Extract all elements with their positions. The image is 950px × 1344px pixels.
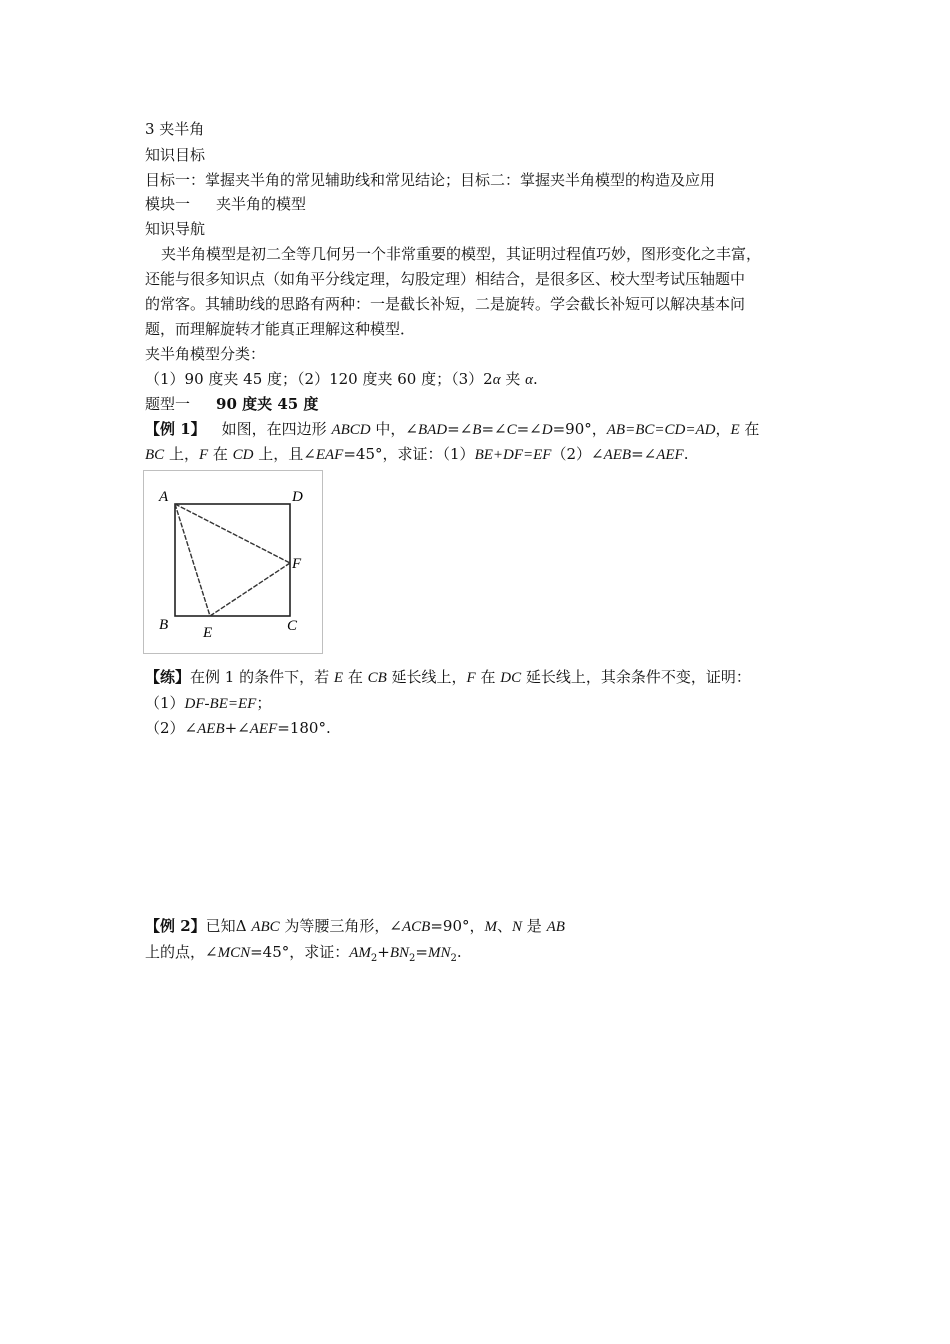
ex1-eq: AB=BC=CD=AD bbox=[606, 422, 716, 438]
square-diagram bbox=[144, 471, 324, 655]
class-item-3-mid: 夹 bbox=[500, 370, 526, 388]
ex2-text-d: 、 bbox=[497, 917, 513, 935]
ex1-aeb: AEB bbox=[603, 447, 632, 463]
pr-i2-mid: +∠ bbox=[224, 719, 250, 737]
class-item-1: （1）90 度夹 45 度； bbox=[145, 370, 298, 388]
ex1-abcd: ABCD bbox=[331, 422, 371, 438]
ex1-text-a: 如图，在四边形 bbox=[221, 420, 332, 438]
ex1-text-h: 在 bbox=[739, 420, 760, 438]
triangle-symbol: Δ bbox=[235, 917, 247, 935]
pr-i2-aef: AEF bbox=[249, 721, 278, 737]
pr-i2-prefix: （2）∠ bbox=[145, 719, 198, 737]
module-heading bbox=[145, 194, 306, 214]
pr-text-e: 延长线上，其余条件不变，证明： bbox=[521, 668, 751, 686]
ex2-exp-3: 2 bbox=[450, 953, 457, 964]
ex1-text-d: =∠ bbox=[481, 420, 507, 438]
ex2-n: N bbox=[512, 919, 523, 935]
practice-item-1 bbox=[145, 693, 271, 714]
example2-line-2 bbox=[145, 942, 462, 969]
ex1-f: F bbox=[198, 447, 209, 463]
ex1-l2-b: 在 bbox=[208, 445, 233, 463]
pr-e: E bbox=[333, 670, 344, 686]
pr-dc: DC bbox=[500, 670, 522, 686]
pr-cb: CB bbox=[367, 670, 387, 686]
intro-line-4: 题，而理解旋转才能真正理解这种模型． bbox=[145, 320, 416, 338]
intro-line-1 bbox=[145, 244, 761, 264]
label-c: C bbox=[287, 618, 298, 634]
label-a: A bbox=[159, 489, 169, 505]
intro-line-1-text: 夹半角模型是初二全等几何另一个非常重要的模型，其证明过程值巧妙，图形变化之丰富， bbox=[161, 245, 762, 263]
ex1-l2-c: 上，且∠ bbox=[253, 445, 316, 463]
knowledge-goal-heading: 知识目标 bbox=[145, 146, 206, 164]
example2-tag: 【例 2】 bbox=[145, 917, 206, 935]
pr-text-d: 在 bbox=[475, 668, 501, 686]
classification-heading: 夹半角模型分类： bbox=[145, 345, 266, 363]
practice-item-2 bbox=[145, 718, 331, 739]
nav-heading: 知识导航 bbox=[145, 220, 206, 238]
example1-line-2 bbox=[145, 444, 689, 465]
ex1-text-f: =90°， bbox=[552, 420, 607, 438]
ex1-proof1: BE+DF=EF bbox=[474, 447, 552, 463]
label-e: E bbox=[203, 625, 213, 641]
practice-line-1 bbox=[145, 667, 751, 688]
ex2-l2-a: 上的点，∠ bbox=[145, 943, 218, 961]
class-item-3-prefix: （3）2 bbox=[451, 370, 493, 388]
segment-af bbox=[175, 504, 290, 563]
ex1-l2-g: . bbox=[683, 445, 689, 463]
ex1-eaf: EAF bbox=[315, 447, 344, 463]
type1-heading bbox=[145, 394, 318, 414]
type1-title: 90 度夹 45 度 bbox=[216, 395, 319, 413]
ex2-plus: + bbox=[377, 943, 390, 961]
ex2-end: . bbox=[456, 943, 462, 961]
geometry-figure bbox=[143, 470, 323, 654]
example2-line-1 bbox=[145, 916, 565, 937]
pr-i2-aeb: AEB bbox=[197, 721, 225, 737]
ex2-abc: ABC bbox=[251, 919, 280, 935]
ex1-cond4: D bbox=[541, 422, 553, 438]
type1-label: 题型一 bbox=[145, 395, 191, 413]
ex1-text-e: =∠ bbox=[516, 420, 542, 438]
pr-text-c: 延长线上， bbox=[386, 668, 467, 686]
ex2-ab: AB bbox=[546, 919, 565, 935]
segment-ae bbox=[175, 504, 210, 616]
ex2-acb: ACB bbox=[402, 919, 431, 935]
ex1-text-c: =∠ bbox=[447, 420, 473, 438]
ex1-aef: AEF bbox=[656, 447, 684, 463]
ex1-cond2: B bbox=[472, 422, 482, 438]
ex1-l2-d: =45°，求证：（1） bbox=[343, 445, 475, 463]
ex2-mcn: MCN bbox=[217, 945, 251, 961]
pr-i2-end: =180°. bbox=[277, 719, 331, 737]
label-d: D bbox=[292, 489, 303, 505]
ex2-text-b: 为等腰三角形，∠ bbox=[279, 917, 402, 935]
segment-ef bbox=[210, 563, 290, 616]
ex1-cond1: BAD bbox=[417, 422, 448, 438]
ex2-am: AM bbox=[349, 945, 371, 961]
ex2-exp-2: 2 bbox=[409, 953, 416, 964]
ex2-bn: BN bbox=[389, 945, 410, 961]
pr-i1-end: ； bbox=[256, 694, 272, 712]
alpha-symbol-2: α bbox=[525, 372, 533, 388]
pr-i1-prefix: （1） bbox=[145, 694, 185, 712]
practice-tag: 【练】 bbox=[145, 668, 191, 686]
module-label: 模块一 bbox=[145, 195, 191, 213]
ex2-text-a: 已知 bbox=[205, 917, 236, 935]
ex1-l2-a: 上， bbox=[164, 445, 199, 463]
alpha-symbol: α bbox=[492, 372, 501, 388]
label-b: B bbox=[159, 617, 169, 633]
intro-line-2: 还能与很多知识点（如角平分线定理，勾股定理）相结合，是很多区、校大型考试压轴题中 bbox=[145, 270, 746, 288]
ex1-cd: CD bbox=[232, 447, 254, 463]
ex2-text-c: =90°， bbox=[430, 917, 485, 935]
ex1-cond3: C bbox=[506, 422, 517, 438]
pr-f: F bbox=[466, 670, 476, 686]
module-title: 夹半角的模型 bbox=[216, 195, 307, 213]
class-item-3-end: . bbox=[533, 370, 538, 388]
goals-line: 目标一：掌握夹半角的常见辅助线和常见结论；目标二：掌握夹半角模型的构造及应用 bbox=[145, 171, 716, 189]
ex1-l2-e: （2）∠ bbox=[551, 445, 604, 463]
example1-line-1 bbox=[145, 419, 759, 440]
ex1-l2-f2: =∠ bbox=[631, 445, 657, 463]
example1-tag: 【例 1】 bbox=[145, 420, 206, 438]
pr-i1-expr: DF-BE=EF bbox=[184, 696, 257, 712]
ex2-text-e: 是 bbox=[522, 917, 547, 935]
pr-text-a: 在例 1 的条件下，若 bbox=[190, 668, 334, 686]
ex1-e: E bbox=[730, 422, 740, 438]
pr-text-b: 在 bbox=[343, 668, 368, 686]
ex2-mn: MN bbox=[428, 945, 451, 961]
ex1-text-b: 中，∠ bbox=[370, 420, 418, 438]
ex2-exp-1: 2 bbox=[370, 953, 378, 964]
classification-items bbox=[145, 369, 538, 390]
ex1-bc: BC bbox=[145, 447, 165, 463]
class-item-2: （2）120 度夹 60 度； bbox=[297, 370, 452, 388]
ex2-l2-b: =45°，求证： bbox=[250, 943, 350, 961]
ex1-text-g: ， bbox=[715, 420, 731, 438]
ex2-m: M bbox=[484, 919, 497, 935]
section-title: 3 夹半角 bbox=[145, 120, 205, 138]
intro-line-3: 的常客。其辅助线的思路有两种：一是截长补短，二是旋转。学会截长补短可以解决基本问 bbox=[145, 295, 746, 313]
label-f: F bbox=[292, 556, 302, 572]
ex2-eqs: = bbox=[415, 943, 428, 961]
